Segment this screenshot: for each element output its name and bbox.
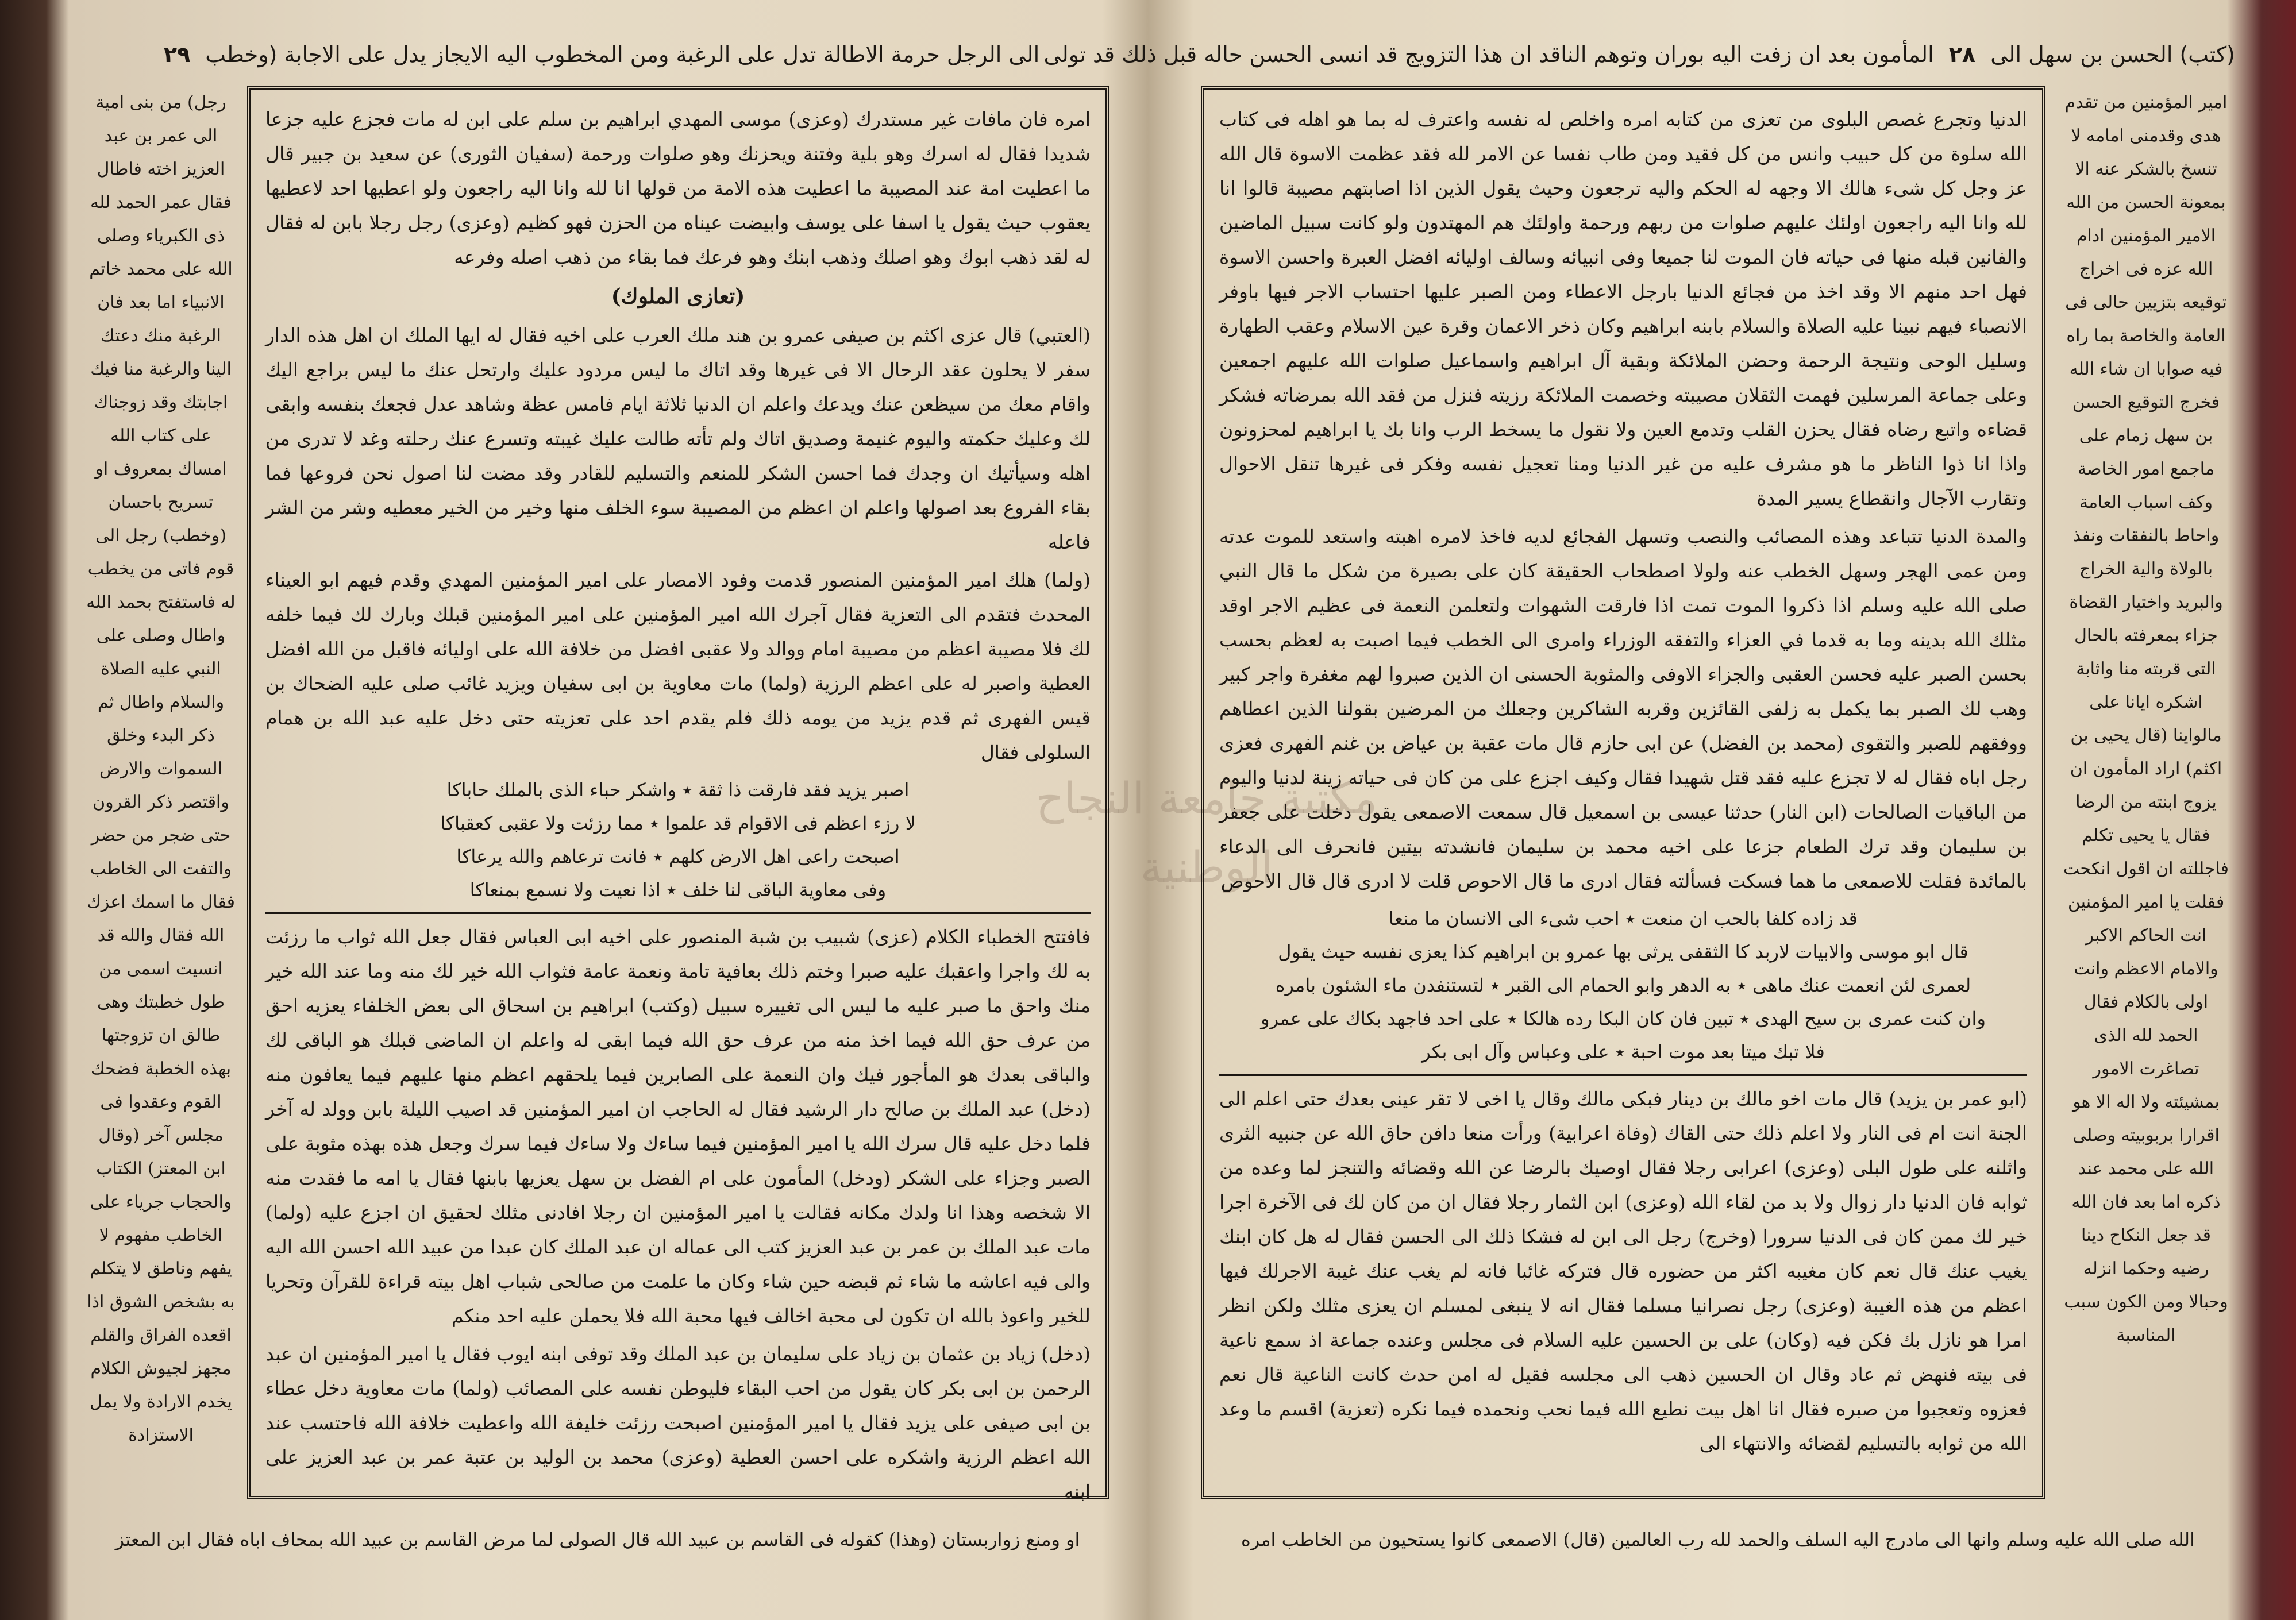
right-margin-column: امير المؤمنين من تقدم هدى وقدمنى امامه لا تنسخ بالشكر عنه الا بمعونة الحسن من الله الامير المؤمنين ادام الله عزه فى اخراج توقيعه بتزيين حالى فى العامة والخاصة بما راه فيه صوابا ان شاء الله فخرج التوقيع الحسن بن سهل زمام على ماجمع امور الخاصة وكف اسباب العامة واحاط بالنفقات ونفذ بالولاة والية الخراج والبريد واختيار القضاة جزاء بمعرفته بالحال التى قربته منا واثابة اشكره ايانا على مالواينا (قال يحيى بن اكثم) اراد المأمون ان يزوج ابنته من الرضا فقال يا يحيى تكلم فاجللته ان اقول انكحت فقلت يا امير المؤمنين انت الحاكم الاكبر والامام الاعظم وانت اولى بالكلام فقال الحمد لله الذى تصاغرت الامور بمشيئته ولا اله الا هو اقرارا بربوبيته وصلى الله على محمد عند ذكره اما بعد فان الله قد جعل النكاح دينا رضيه وحكما انزله وحبالا ومن الكون سبب المناسبة (2063, 92, 2229, 1345)
right-body-paragraph: الدنيا وتجرع غصص البلوى من تعزى من كتابه امره واخلص له نفسه واعترف له بما هو اهله فى كتاب الله سلوة من كل حبيب وانس من كل فقيد ومن طاب نفسا عن الامر لله فقد عظمت الاسوة قال الله عز وجل كل شىء هالك الا وجهه له الحكم واليه ترجعون وحيث يقول الذين اذا اصابتهم مصيبة قالوا انا لله وانا اليه راجعون اولئك عليهم صلوات من ربهم ورحمة واولئك هم المهتدون ولو كانت سبيل الماضين والفانين قبله منها فى حياته فان الموت لنا جميعا وفى انبيائه وسالف اوليائه افضل العبرة واحسن الاسوة فهل احد منهم الا وقد اخذ من فجائع الدنيا بارجل الاعطاء ومن الصبر عليها احتساب الاجر فيها باوفر الانصباء فيهم نبينا عليه الصلاة والسلام بابنه ابراهيم وكان ذخر الاعمان وقرة عين الاسلام وعقب الطهارة وسليل الوحى ونتيجة الرحمة وحضن الملائكة وبقية آل ابراهيم واسماعيل صلوات الله عليهم اجمعين وعلى جماعة المرسلين فهمت الثقلان مصيبته وخصمت الملائكة رزيته فنزل من فقد الله بمرضاته فشكر قضاءه واتبع رضاه فقال يحزن القلب وتدمع العين ولا نقول ما يسخط الرب وانا بك يا ابراهيم لمحزونون واذا انا ذوا الناظر ما هو مشرف عليه من غير الدنيا ومنا تعجيل نفسه وفكر فى غيرها تنقل الاحوال وتقارب الآجال وانقطاع يسير المدة (1219, 108, 2027, 510)
right-body-paragraph: والمدة الدنيا تتباعد وهذه المصائب والنصب وتسهل الفجائع لديه فاخذ لامره اهبته واستعد للموت عدته ومن عمى الهجر وسهل الخطب عنه ولولا اصطحاب الحقيقة كان على بصيرة من شكل ما قال النبي صلى الله عليه وسلم اذا ذكروا الموت تمت اذا فارقت الشهوات ولتعلمن النعمة فى عظيم الاجر اوقد مثلك الله بدينه وما به قدما في العزاء والتفقه الوزراء وامرى الى الخطب فيما اصبت به لعظم بحسب بحسن الصبر عليه فحسن العقبى والجزاء الاوفى والمثوبة الحسنى ان الذين صبروا لهم مغفرة واجر كبير وهب لك الصبر بما يكمل به زلفى القائزين وقربه الشاكرين وجعلك من المرضين بقولنا الذين اعطاهم ووفقهم للصبر والتقوى (محمد بن الفضل) عن ابى حازم قال مات عقبة بن عياض بن غنم الفهرى فعزى رجل اباه فقال له لا تجزع عليه فقد قتل شهيدا فقال وكيف اجزع على من كان فى حياته زينة لدنيا واليوم من الباقيات الصالحات (ابن النار) حدثنا عيسى بن اسمعيل قال سمعت الاصمعى يقول دخلت على جعفر بن سليمان وقد ترك الطعام جزعا على اخيه محمد بن سليمان فانشدته بيتين فانحرف الى الدعاء بالمائدة فقلت للاصمعى ما هما فسكت فسألته فقال ادرى ما قال الاحوص قلت لا ادرى قال قال الاحوص (1219, 525, 2027, 892)
right-page-footer: الله صلى الله عليه وسلم وانها الى مادرج اليه السلف والحمد لله رب العالمين (قال) الاصمعى كانوا يستحيون من الخاطب امره (1241, 1529, 2195, 1550)
left-body-paragraph: فافتتح الخطباء الكلام (عزى) شبيب بن شبة المنصور على اخيه ابى العباس فقال جعل الله ثواب ما رزئت به لك واجرا واعقبك عليه صبرا وختم ذلك بعافية تامة ونعمة عامة فثواب الله خير لك منه وما عند الله خير منك واحق ما صبر عليه ما ليس الى تغييره سبيل (وكتب) ابراهيم بن اسحاق الى بعض الخلفاء يعزيه احق من عرف حق الله فيما اخذ منه من عرف حق الله فيما ابقى له واعلم ان الماضى قبلك هو الباقى لك والباقى بعدك هو المأجور فيك وان النعمة على الصابرين فيما يلحقهم اعظم منها عليهم فيما يعافون منه (دخل) عبد الملك بن صالح دار الرشيد فقال له الحاجب ان امير المؤمنين قد اصيب الليلة بابن وولد له آخر فلما دخل عليه قال سرك الله يا امير المؤمنين فيما ساءك ولا ساءك فيما سرك وجعل هذه بهذه مثوبة على الصبر وجزاء على الشكر (ودخل) المأمون على ام الفضل بن سهل يعزيها بابنها فقال يا امه ما فقدت منه الا شخصه وهذا انا ولدك مكانه فقالت يا امير المؤمنين ان رجلا افادنى مثلك لحقيق ان اجزع عليه (ولما) مات عبد الملك بن عمر بن عبد العزيز كتب الى عماله ان عبد الملك كان عبدا من عبيد الله احسن الله اليه والى فيه اعاشه ما شاء ثم قبضه حين شاء وكان ما علمت من صالحى شباب اهل بيته قراءة للقرآن وتحريا للخير واعوذ بالله ان تكون لى محبة اخالف فيها محبة الله فلا يحملن عليه احد منكم (265, 925, 1091, 1327)
left-body-paragraph: (ولما) هلك امير المؤمنين المنصور قدمت وفود الامصار على امير المؤمنين المهدي وقدم فيهم ابو العيناء المحدث فتقدم الى التعزية فقال آجرك الله امير المؤمنين على امير المؤمنين قبلك وبارك لك فيما خلفه لك فلا مصيبة اعظم من مصيبة امام ووالد ولا عقبى افضل من خلافة الله على اوليائه فاقبل من الله افضل العطية واصبر له على اعظم الرزية (ولما) مات معاوية بن ابى سفيان ويزيد غائب صلى عليه الضحاك بن قيس الفهرى ثم قدم يزيد من يومه ذلك فلم يقدم احد على تعزيته حتى دخل عليه عبد الله بن همام السلولى فقال (265, 569, 1091, 763)
left-body-paragraph: (العتبي) قال عزى اكثم بن صيفى عمرو بن هند ملك العرب على اخيه فقال له ايها الملك ان اهل هذه الدار سفر لا يحلون عقد الرحال الا فى غيرها وقد اتاك ما ليس مردود عليك وارتحل عنك ما ليس براجع اليك واقام معك من سيظعن عنك ويدعك واعلم ان الدنيا ثلاثة ايام فامس عظة وشاهد عدل فجعك بنفسه وابقى لك وعليك حكمته واليوم غنيمة وصديق اتاك ولم تأته طالت عليك غيبته وتسرع عنك رحلته وغد لا تدرى من اهله وسيأتيك ان وجدك فما احسن الشكر للمنعم والتسليم للقادر وقد مضت لنا اصول نحن فروعها فما بقاء الفروع بعد اصولها واعلم ان اعظم من المصيبة سوء الخلف منها وخير من الخير معطيه وشر من الشر فاعله (265, 324, 1091, 553)
poem-verse: قال ابو موسى والابيات لاربد كا الثقفى يرثى بها عمرو بن ابراهيم كذا يعزى نفسه حيث يقول (1278, 941, 1968, 963)
poem-verse: وفى معاوية الباقى لنا خلف ٭ اذا نعيت ولا نسمع بمنعاكا (469, 879, 887, 901)
poem-verse: لعمرى لئن انعمت عنك ماهى ٭ به الدهر وابو الحمام الى القبر ٭ لتستنفدن ماء الشئون بامره (1275, 974, 1971, 996)
poem-verse: لا رزء اعظم فى الاقوام قد علموا ٭ مما رزئت ولا عقبى كعقباكا (440, 812, 916, 834)
divider (265, 912, 1091, 914)
left-margin-column: رجل) من بنى امية الى عمر بن عبد العزيز اخته فاطال فقال عمر الحمد لله ذى الكبرياء وصلى الله على محمد خاتم الانبياء اما بعد فان الرغبة منك دعتك الينا والرغبة منا فيك اجابتك وقد زوجناك على كتاب الله امساك بمعروف او تسريح باحسان (وخطب) رجل الى قوم فاتى من يخطب له فاستفتح بحمد الله واطال وصلى على النبي عليه الصلاة والسلام واطال ثم ذكر البدء وخلق السموات والارض واقتصر ذكر القرون حتى ضجر من حضر والتفت الى الخاطب فقال ما اسمك اعزك الله فقال والله قد انسيت اسمى من طول خطبتك وهى طالق ان تزوجتها بهذه الخطبة فضحك القوم وعقدوا فى مجلس آخر (وقال ابن المعتز) الكتاب والحجاب جرياء على الخاطب مفهوم لا يفهم وناطق لا يتكلم به بشخص الشوق اذا اقعده الفراق والقلم مجهز لجيوش الكلام يخدم الارادة ولا يمل الاستزادة (86, 92, 236, 1445)
left-page (86, 23, 1109, 1609)
poem-verse: قد زاده كلفا بالحب ان منعت ٭ احب شىء الى الانسان ما منعا (1389, 908, 1858, 929)
left-page-footer: او ومنع زواربستان (وهذا) كقوله فى القاسم بن عبيد الله قال الصولى لما مرض القاسم بن عبيد الله بمحاف اباه فقال ابن المعتز (115, 1529, 1080, 1550)
library-watermark: مكتبة جامعة النجاح الوطنية (1035, 773, 1378, 893)
right-page-header-title: (كتب) الحسن بن سهل الى (1990, 42, 2235, 67)
left-page-header-text: الى الرجل حرمة الاطالة تدل على الرغبة ومن المخطوب اليه الايجاز يدل على الاجابة (وخطب (205, 42, 1040, 67)
divider (1219, 1074, 2027, 1076)
poem-verse: اصبر يزيد فقد فارقت ذا ثقة ٭ واشكر حباء الذى بالملك حاباكا (446, 779, 910, 801)
poem-verse: وان كنت عمرى بن سيح الهدى ٭ تبين فان كان البكا رده هالكا ٭ على احد فاجهد بكاك على عمرو (1261, 1008, 1986, 1029)
left-page-header (86, 29, 1109, 80)
left-body-paragraph: امره فان مافات غير مستدرك (وعزى) موسى المهدي ابراهيم بن سلم على ابن له مات فجزع عليه جزعا شديدا فقال له اسرك وهو بلية وفتنة ويحزنك وهو صلوات ورحمة (سفيان الثورى) عن سعيد بن جبير قال ما اعطيت امة عند المصيبة ما اعطيت هذه الامة من قولها انا لله وانا اليه راجعون ولو اعطيها احد لاعطيها يعقوب حيث يقول يا اسفا على يوسف وابيضت عيناه من الحزن فهو كظيم (وعزى) رجل رجلا بابن له فقال له لقد ذهب ابوك وهو اصلك وذهب ابنك وهو فرعك فما بقاء من ذهب اصله وفرعه (265, 108, 1091, 268)
poem-verse: اصبحت راعى اهل الارض كلهم ٭ فانت ترعاهم والله يرعاكا (456, 846, 900, 867)
left-page-number: ٢٩ (163, 42, 191, 67)
right-body-paragraph: (ابو عمر بن يزيد) قال مات اخو مالك بن دينار فبكى مالك وقال يا اخى لا تقر عينى بعدك حتى اعلم الى الجنة انت ام فى النار ولا اعلم ذلك حتى القاك (وفاة اعرابية) ورأت منعا دافن حاق الله عن جنبيه الثرى واثلنه على طول البلى (وعزى) اعرابى رجلا فقال اوصيك بالرضا عن الله وقضائه والتنجز لما وعده من ثوابه فان الدنيا دار زوال ولا بد من لقاء الله (وعزى) ابن الثمار رجلا فقال ان من كان لك فى الآخرة اجرا خير لك ممن كان فى الدنيا سرورا (وخرج) رجل الى ابن له فشكا ذلك الى الحسن فقال له هل كان ابنك يغيب عنك قال نعم كان مغيبه اكثر من حضوره قال فتركه غائبا فانه لم يغب عنك غيبة الاجرلك فيها اعظم من هذه الغيبة (وعزى) رجل نصرانيا مسلما فقال انه لا ينبغى لمسلم ان يعزى مثلك ولكن انظر امرا هو نازل بك فكن فيه (وكان) على بن الحسين عليه السلام فى مجلس وعنده جماعة اذ سمع ناعية فى بيته فنهض ثم عاد وقال ان الحسين ذهب الى مجلسه فقيل له امن حدث كانت الناعية قال نعم فعزوه وتعجبوا من صبره فقال انا اهل بيت نطيع الله فيما نحب ونحمده فيما نكره (تعزية) اقسم ما وعد الله من ثوابه بالتسليم لقضائه والانتهاء الى (1219, 1087, 2027, 1455)
right-main-column (1201, 86, 2045, 1499)
right-page (1043, 23, 2235, 1609)
poem-verse: فلا تبك ميتا بعد موت احبة ٭ على وعباس وآل ابى بكر (1421, 1041, 1825, 1063)
left-main-column (247, 86, 1109, 1503)
right-page-header (1043, 29, 2235, 80)
right-page-number: ٢٨ (1948, 42, 1976, 67)
right-page-header-text: المأمون بعد ان زفت اليه بوران وتوهم الناقد ان هذا التزويج قد انسى الحسن حاله قبل ذلك قد تولى (1043, 42, 1934, 67)
left-body-paragraph: (دخل) زياد بن عثمان بن زياد على سليمان بن عبد الملك وقد توفى ابنه ايوب فقال يا امير المؤمنين ان عبد الرحمن بن ابى بكر كان يقول من احب البقاء فليوطن نفسه على المصائب (ولما) مات معاوية دخل عطاء بن ابى صيفى على يزيد فقال يا امير المؤمنين اصبحت رزئت خليفة الله واعطيت خلافة الله فاحتسب عند الله اعظم الرزية واشكره على احسن العطية (وعزى) محمد بن الوليد بن عتبة عمر بن عبد العزيز على ابنه (265, 1343, 1091, 1503)
section-heading: (تعازى الملوك) (611, 284, 745, 308)
